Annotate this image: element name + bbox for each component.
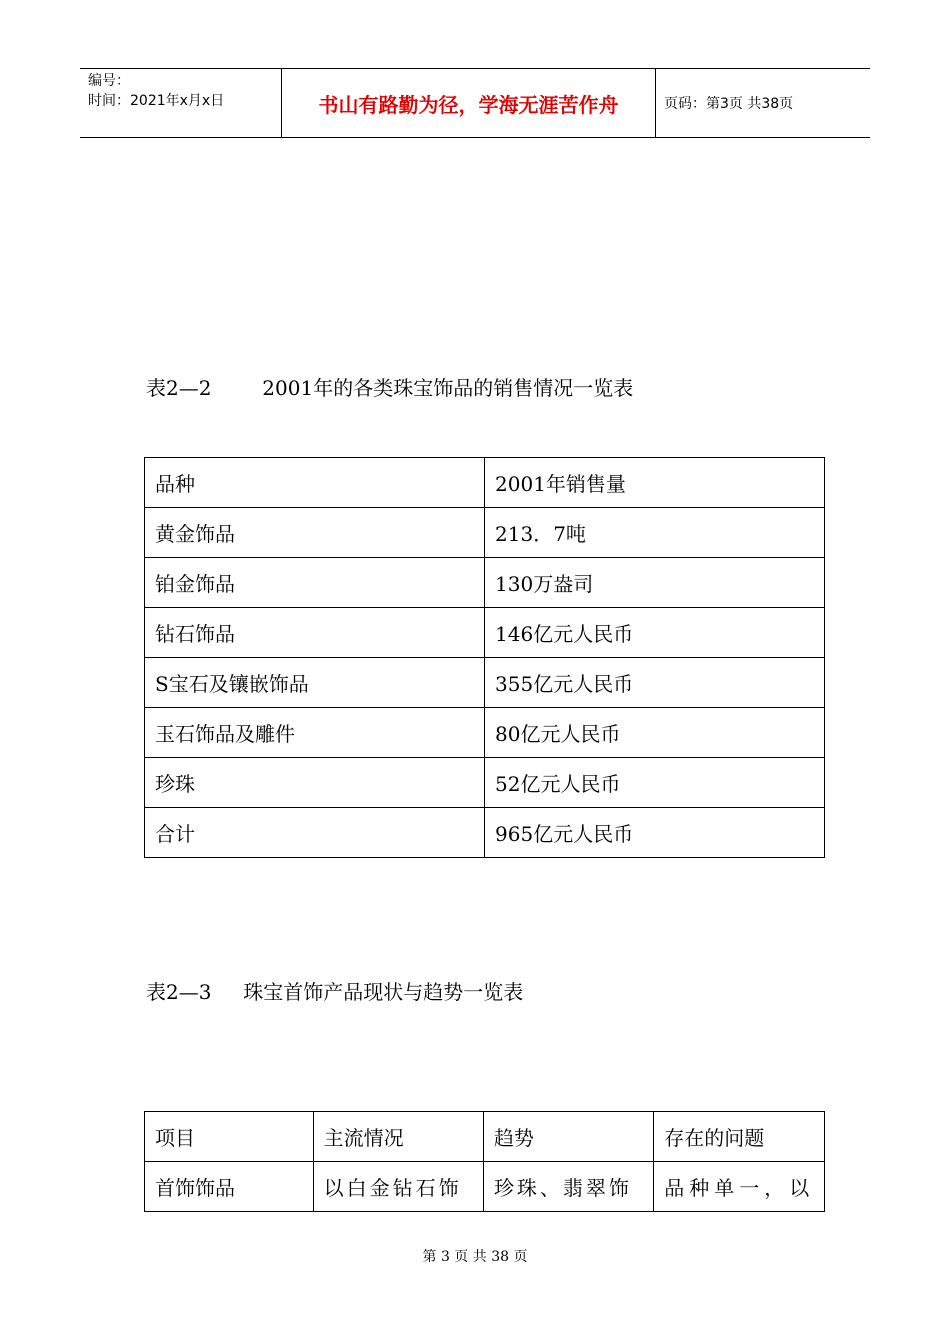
number-label: 编号： [88,73,130,89]
page-footer: 第 3 页 共 38 页 [422,1249,528,1265]
table-cell: 213．7吨 [485,508,825,558]
sales-table [144,457,825,858]
table-row [145,658,825,708]
table-row [145,808,825,858]
table-cell: 项目 [145,1112,314,1162]
header-motto: 书山有路勤为径，学海无涯苦作舟 [281,69,656,137]
header-page-info: 页码：第3页 共38页 [664,96,794,112]
table-cell: 品种单一，以 [654,1162,825,1212]
page-header [80,68,870,138]
table-cell: 黄金饰品 [145,508,485,558]
header-meta [80,69,281,137]
table-cell: 钻石饰品 [145,608,485,658]
table-cell: 52亿元人民币 [485,758,825,808]
table-cell: 合计 [145,808,485,858]
table-cell: 首饰饰品 [145,1162,314,1212]
table-cell: 主流情况 [313,1112,483,1162]
table-cell: 以白金钻石饰 [313,1162,483,1212]
table-cell: 146亿元人民币 [485,608,825,658]
table-row [145,1112,825,1162]
table-cell: 80亿元人民币 [485,708,825,758]
table-cell: 355亿元人民币 [485,658,825,708]
table-cell: 珍珠、翡翠饰 [483,1162,653,1212]
table-cell: 130万盎司 [485,558,825,608]
table-row [145,558,825,608]
table-cell: 珍珠 [145,758,485,808]
table-cell: 存在的问题 [654,1112,825,1162]
table1-caption: 表2—2 2001年的各类珠宝饰品的销售情况一览表 [146,376,634,400]
table-row [145,758,825,808]
time-label: 时间：2021年x月x日 [88,93,225,109]
table-row [145,458,825,508]
table-cell: 2001年销售量 [485,458,825,508]
table-row [145,1162,825,1212]
table-cell: 趋势 [483,1112,653,1162]
table-row [145,608,825,658]
trend-table [144,1111,825,1212]
table-cell: 铂金饰品 [145,558,485,608]
table-row [145,508,825,558]
table-row [145,708,825,758]
table-cell: 品种 [145,458,485,508]
table-cell: S宝石及镶嵌饰品 [145,658,485,708]
table-cell: 玉石饰品及雕件 [145,708,485,758]
table-cell: 965亿元人民币 [485,808,825,858]
table2-caption: 表2—3 珠宝首饰产品现状与趋势一览表 [146,980,524,1004]
